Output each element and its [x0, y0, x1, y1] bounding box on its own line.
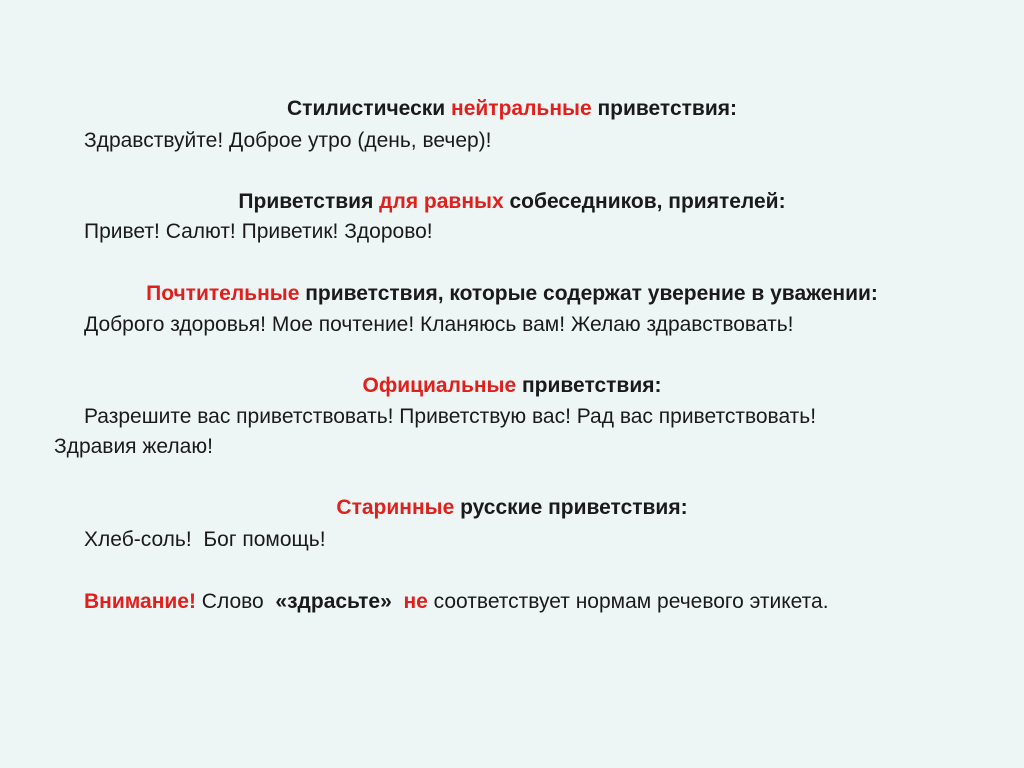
greetings-line-official: Разрешите вас приветствовать! Приветствую вас! Рад вас приветствовать! — [84, 405, 817, 428]
heading-post: приветствия: — [591, 97, 737, 120]
heading-official-greetings — [0, 373, 1024, 399]
heading-respectful-greetings — [0, 281, 1024, 307]
heading-post: собеседников, приятелей: — [503, 190, 786, 213]
heading-post: приветствия: — [516, 374, 662, 397]
greetings-line-old-russian: Хлеб-соль! Бог помощь! — [84, 528, 326, 551]
greetings-line-official-2: Здравия желаю! — [54, 435, 213, 458]
greetings-line-neutral: Здравствуйте! Доброе утро (день, вечер)! — [84, 129, 492, 152]
note-negation: не — [403, 590, 428, 613]
heading-accent: нейтральные — [451, 97, 592, 120]
note-word: «здрасьте» — [275, 590, 392, 613]
greetings-line-equal: Привет! Салют! Приветик! Здорово! — [84, 220, 433, 243]
heading-post: приветствия, которые содержат уверение в уважении: — [299, 282, 878, 305]
attention-note — [84, 589, 829, 615]
heading-neutral-greetings — [0, 96, 1024, 122]
heading-pre: Стилистически — [287, 97, 452, 120]
note-text-1: Слово — [195, 590, 270, 613]
attention-label: Внимание! — [84, 590, 196, 613]
heading-pre: Приветствия — [238, 190, 380, 213]
heading-post: русские приветствия: — [454, 496, 688, 519]
heading-accent: Почтительные — [146, 282, 300, 305]
note-text-2: соответствует нормам речевого этикета. — [427, 590, 829, 613]
heading-accent: Официальные — [362, 374, 517, 397]
heading-old-russian-greetings — [0, 495, 1024, 521]
greetings-line-respectful: Доброго здоровья! Мое почтение! Кланяюсь вам! Желаю здравствовать! — [84, 313, 794, 336]
heading-accent: Старинные — [336, 496, 455, 519]
heading-accent: для равных — [379, 190, 504, 213]
heading-equal-greetings — [0, 189, 1024, 215]
